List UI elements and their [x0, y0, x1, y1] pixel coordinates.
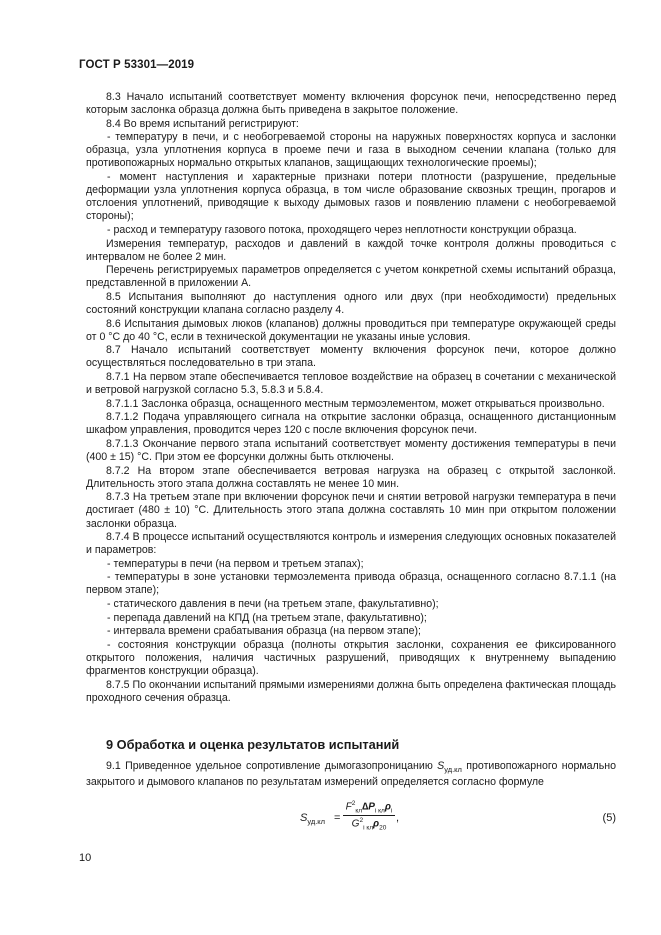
formula-F: F — [345, 801, 352, 813]
formula-numerator — [343, 800, 395, 816]
formula-F-sub: кл — [355, 807, 363, 815]
formula-equals: = — [334, 812, 341, 824]
formula-rho-sub: i — [390, 807, 393, 815]
formula-lhs-symbol: S — [300, 812, 308, 824]
formula-G: G — [351, 818, 360, 830]
list-item: - температуру в печи, и с необогреваемой стороны на наружных поверхностях корпуса и заслонки образца, узла уплотнения корпуса в проеме печи и газа в выходном сечении клапана (только для противопожарных нормально открытых клапанов, защищающих технологические проемы); — [86, 131, 616, 170]
paragraph-9-1-end: противопожарного нормально закрытого и дымового клапанов по результатам измерений определяется согласно формуле — [86, 760, 616, 789]
paragraph-8-4: 8.4 Во время испытаний регистрируют: — [106, 117, 299, 130]
section-heading: 9 Обработка и оценка результатов испытаний — [106, 737, 400, 752]
paragraph-8-7-1: 8.7.1 На первом этапе обеспечивается тепловое воздействие на образец в сочетании с механической и ветровой нагрузкой согласно 5.3, 5.8.3 и 5.8.4. — [86, 370, 616, 397]
document-header: ГОСТ Р 53301—2019 — [79, 59, 195, 71]
formula-lhs — [300, 812, 325, 826]
formula-G-sub: i кл — [363, 824, 374, 832]
formula-G-sup: 2 — [359, 817, 364, 825]
list-item: - температуры в зоне установки термоэлемента привода образца, оснащенного согласно 8.7.1.1 (на первом этапе); — [86, 571, 616, 597]
paragraph-9-1 — [86, 760, 616, 789]
paragraph-8-7-1-1: 8.7.1.1 Заслонка образца, оснащенного местным термоэлементом, может открываться произвольно. — [106, 397, 605, 410]
formula-number: (5) — [602, 812, 616, 824]
paragraph: Перечень регистрируемых параметров определяется с учетом конкретной схемы испытаний образца, представленной в приложении А. — [86, 264, 616, 290]
symbol-s: S — [437, 760, 445, 772]
formula-F-sup: 2 — [351, 800, 356, 807]
list-item: - интервала времени срабатывания образца (на первом этапе); — [107, 625, 421, 638]
page-number: 10 — [79, 852, 92, 864]
formula-comma: , — [396, 812, 400, 824]
symbol-subscript: уд.кл — [444, 765, 462, 775]
paragraph-8-7-2: 8.7.2 На втором этапе обеспечивается ветровая нагрузка на образец с открытой заслонкой. Длительность этого этапа должна составлять не менее 10 мин. — [86, 464, 616, 490]
paragraph-8-7-4: 8.7.4 В процессе испытаний осуществляются контроль и измерения следующих основных показателей и параметров: — [86, 531, 616, 557]
paragraph: Измерения температур, расходов и давлений в каждой точке контроля должны проводиться с интервалом не более 2 мин. — [86, 237, 616, 263]
paragraph-8-7-3: 8.7.3 На третьем этапе при включении форсунок печи и снятии ветровой нагрузки температура в печи достигает (480 ± 10) °С. Длительность этого этапа должна составлять 10 мин при открытом положении заслонки образца. — [86, 491, 616, 530]
paragraph-8-7-1-2: 8.7.1.2 Подача управляющего сигнала на открытие заслонки образца, оснащенного дистанционным шкафом управления, проводится через 120 с после включения форсунок печи. — [86, 411, 616, 437]
list-item: - расход и температуру газового потока, проходящего через неплотности конструкции образца. — [107, 223, 577, 236]
formula-rho: ρ — [384, 801, 391, 813]
formula-5 — [300, 800, 616, 840]
formula-dP: ∆P — [362, 801, 375, 813]
body-text — [86, 91, 616, 705]
paragraph-9-1-start: 9.1 Приведенное удельное сопротивление дымогазопроницанию — [106, 760, 438, 772]
formula-rho20: ρ — [373, 818, 380, 830]
formula-denominator — [343, 816, 395, 831]
list-item: - температуры в печи (на первом и третьем этапах); — [107, 557, 364, 570]
formula-rho20-sub: 20 — [379, 824, 387, 832]
paragraph-8-5: 8.5 Испытания выполняют до наступления одного или двух (при необходимости) предельных состояний конструкции клапана согласно разделу 4. — [86, 290, 616, 316]
list-item: - статического давления в печи (на третьем этапе, факультативно); — [107, 598, 439, 611]
list-item: - перепада давлений на КПД (на третьем этапе, факультативно); — [107, 611, 427, 624]
formula-lhs-subscript: уд.кл — [307, 817, 326, 827]
list-item: - состояния конструкции образца (полноты открытия заслонки, сохранения ее фиксированного открытого положения, наличия частичных разрушений, приводящих к внутреннему выпадению фрагментов конструкции образца). — [86, 638, 616, 678]
paragraph-8-7-5: 8.7.5 По окончании испытаний прямыми измерениями должна быть определена фактическая площадь проходного сечения образца. — [86, 678, 616, 704]
paragraph-8-6: 8.6 Испытания дымовых люков (клапанов) должны проводиться при температуре окружающей среды от 0 °С до 40 °С, если в технической документации не указаны иные условия. — [86, 317, 616, 343]
paragraph-8-7-1-3: 8.7.1.3 Окончание первого этапа испытаний соответствует моменту достижения температуры в печи (400 ± 15) °С. При этом ее форсунки должны быть отключены. — [86, 437, 616, 464]
paragraph-8-3: 8.3 Начало испытаний соответствует моменту включения форсунок печи, непосредственно перед которым заслонка образца должна быть приведена в закрытое положение. — [86, 91, 616, 117]
formula-dP-sub: i кл — [374, 807, 385, 815]
paragraph-8-7: 8.7 Начало испытаний соответствует моменту включения форсунок печи, которое должно осуществляться последовательно в три этапа. — [86, 344, 616, 370]
formula-fraction — [343, 800, 395, 832]
list-item: - момент наступления и характерные признаки потери плотности (разрушение, предельные деформации узла уплотнения корпуса образца, в том числе образование сквозных трещин, прогаров и отслоения уплотнений, приводящие к выходу дымовых газов и появлению пламени с необогреваемой стороны); — [86, 171, 616, 223]
